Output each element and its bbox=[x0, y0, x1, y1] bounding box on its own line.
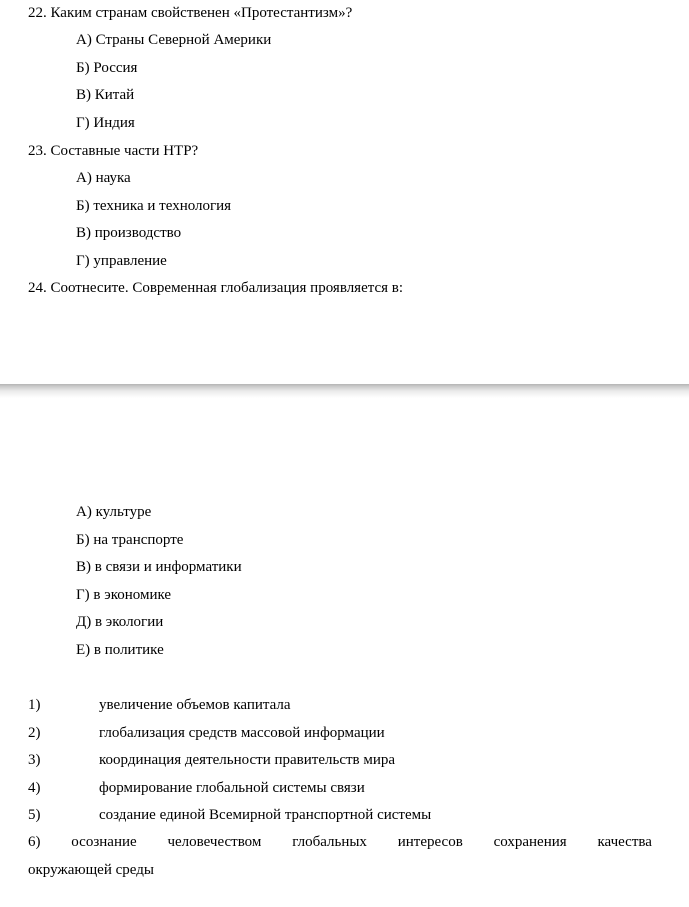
q22-option-c: В) Китай bbox=[76, 87, 135, 103]
match-item-3-number: 3) bbox=[28, 752, 41, 768]
q24-option-a: А) культуре bbox=[76, 504, 152, 520]
q24-option-d: Г) в экономике bbox=[76, 587, 172, 603]
match-item-6-word: качества bbox=[597, 834, 652, 850]
match-item-2-number: 2) bbox=[28, 725, 41, 741]
q23-option-d: Г) управление bbox=[76, 253, 167, 269]
q24-option-e: Д) в экологии bbox=[76, 614, 164, 630]
question-23: 23. Составные части НТР? bbox=[28, 143, 199, 159]
page-break bbox=[0, 384, 689, 398]
q24-option-c: В) в связи и информатики bbox=[76, 559, 242, 575]
match-item-6-word: осознание bbox=[71, 834, 137, 850]
q23-option-c: В) производство bbox=[76, 225, 182, 241]
match-item-6-word: сохранения bbox=[493, 834, 567, 850]
question-22: 22. Каким странам свойственен «Протестантизм»? bbox=[28, 5, 353, 21]
q23-option-b: Б) техника и технология bbox=[76, 198, 232, 214]
match-item-3-text: координация деятельности правительств мира bbox=[99, 752, 396, 768]
match-item-2-text: глобализация средств массовой информации bbox=[99, 725, 385, 741]
match-item-1-text: увеличение объемов капитала bbox=[99, 697, 291, 713]
match-item-6-number: 6) bbox=[28, 834, 41, 850]
match-item-4-number: 4) bbox=[28, 780, 41, 796]
q24-option-f: Е) в политике bbox=[76, 642, 164, 658]
q23-option-a: А) наука bbox=[76, 170, 131, 186]
match-item-6-word: глобальных bbox=[292, 834, 367, 850]
q24-option-b: Б) на транспорте bbox=[76, 532, 184, 548]
match-item-6 bbox=[28, 833, 652, 851]
match-item-5-text: создание единой Всемирной транспортной системы bbox=[99, 807, 432, 823]
q22-option-b: Б) Россия bbox=[76, 60, 138, 76]
match-item-5-number: 5) bbox=[28, 807, 41, 823]
question-24: 24. Соотнесите. Современная глобализация проявляется в: bbox=[28, 280, 404, 296]
q22-option-d: Г) Индия bbox=[76, 115, 135, 131]
q22-option-a: А) Страны Северной Америки bbox=[76, 32, 272, 48]
match-item-6-word: интересов bbox=[397, 834, 463, 850]
match-item-4-text: формирование глобальной системы связи bbox=[99, 780, 365, 796]
match-item-1-number: 1) bbox=[28, 697, 41, 713]
match-item-6-word: человечеством bbox=[167, 834, 262, 850]
match-item-6-continuation: окружающей среды bbox=[28, 862, 154, 878]
